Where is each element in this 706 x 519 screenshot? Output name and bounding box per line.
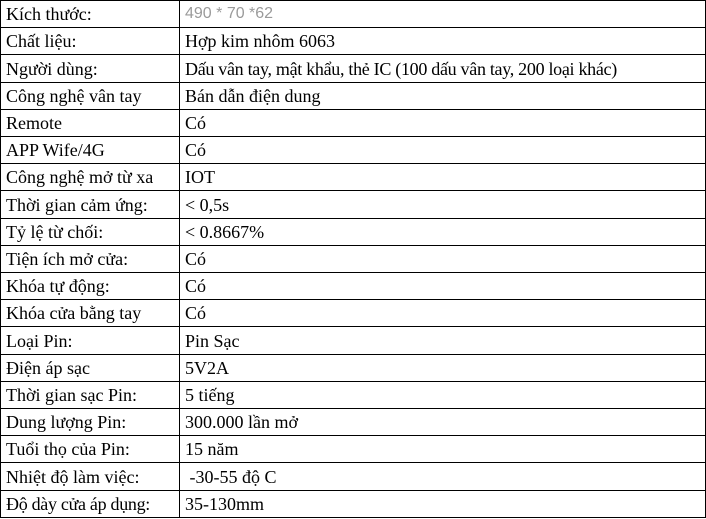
spec-value: Có — [180, 137, 706, 164]
table-row — [1, 381, 706, 408]
spec-value: Có — [180, 300, 706, 327]
table-row — [1, 218, 706, 245]
table-row — [1, 28, 706, 55]
spec-label: Remote — [1, 109, 180, 136]
spec-label: Thời gian sạc Pin: — [1, 381, 180, 408]
spec-value: 35-130mm — [180, 490, 706, 517]
table-row — [1, 436, 706, 463]
spec-label: Độ dày cửa áp dụng: — [1, 490, 180, 517]
table-row — [1, 354, 706, 381]
spec-label: Kích thước: — [1, 1, 180, 28]
spec-value: 5 tiếng — [180, 381, 706, 408]
spec-value: 300.000 lần mở — [180, 409, 706, 436]
spec-value: 5V2A — [180, 354, 706, 381]
spec-value: 15 năm — [180, 436, 706, 463]
spec-value: Có — [180, 245, 706, 272]
table-row — [1, 245, 706, 272]
table-row — [1, 164, 706, 191]
spec-value: -30-55 độ C — [180, 463, 706, 490]
table-row — [1, 273, 706, 300]
spec-label: Khóa cửa bằng tay — [1, 300, 180, 327]
spec-label: Chất liệu: — [1, 28, 180, 55]
spec-value: Có — [180, 273, 706, 300]
spec-value: 490 * 70 *62 — [180, 1, 706, 28]
spec-label: Điện áp sạc — [1, 354, 180, 381]
spec-label: Dung lượng Pin: — [1, 409, 180, 436]
table-row — [1, 490, 706, 517]
spec-value: Hợp kim nhôm 6063 — [180, 28, 706, 55]
spec-value: < 0.8667% — [180, 218, 706, 245]
spec-label: Nhiệt độ làm việc: — [1, 463, 180, 490]
spec-label: Tiện ích mở cửa: — [1, 245, 180, 272]
table-row — [1, 1, 706, 28]
spec-label: Người dùng: — [1, 55, 180, 82]
spec-value: < 0,5s — [180, 191, 706, 218]
table-row — [1, 191, 706, 218]
spec-value: Có — [180, 109, 706, 136]
spec-value: Bán dẫn điện dung — [180, 82, 706, 109]
spec-label: Khóa tự động: — [1, 273, 180, 300]
spec-label: Tuổi thọ của Pin: — [1, 436, 180, 463]
spec-label: Tỷ lệ từ chối: — [1, 218, 180, 245]
table-row — [1, 463, 706, 490]
table-row — [1, 327, 706, 354]
spec-label: Công nghệ mở từ xa — [1, 164, 180, 191]
spec-value: Dấu vân tay, mật khẩu, thẻ IC (100 dấu vân tay, 200 loại khác) — [180, 55, 706, 82]
table-row — [1, 137, 706, 164]
table-row — [1, 109, 706, 136]
table-row — [1, 409, 706, 436]
spec-label: Công nghệ vân tay — [1, 82, 180, 109]
spec-label: Loại Pin: — [1, 327, 180, 354]
spec-value: Pin Sạc — [180, 327, 706, 354]
spec-label: APP Wife/4G — [1, 137, 180, 164]
table-row — [1, 55, 706, 82]
table-row — [1, 82, 706, 109]
table-row — [1, 300, 706, 327]
spec-value: IOT — [180, 164, 706, 191]
spec-label: Thời gian cảm ứng: — [1, 191, 180, 218]
